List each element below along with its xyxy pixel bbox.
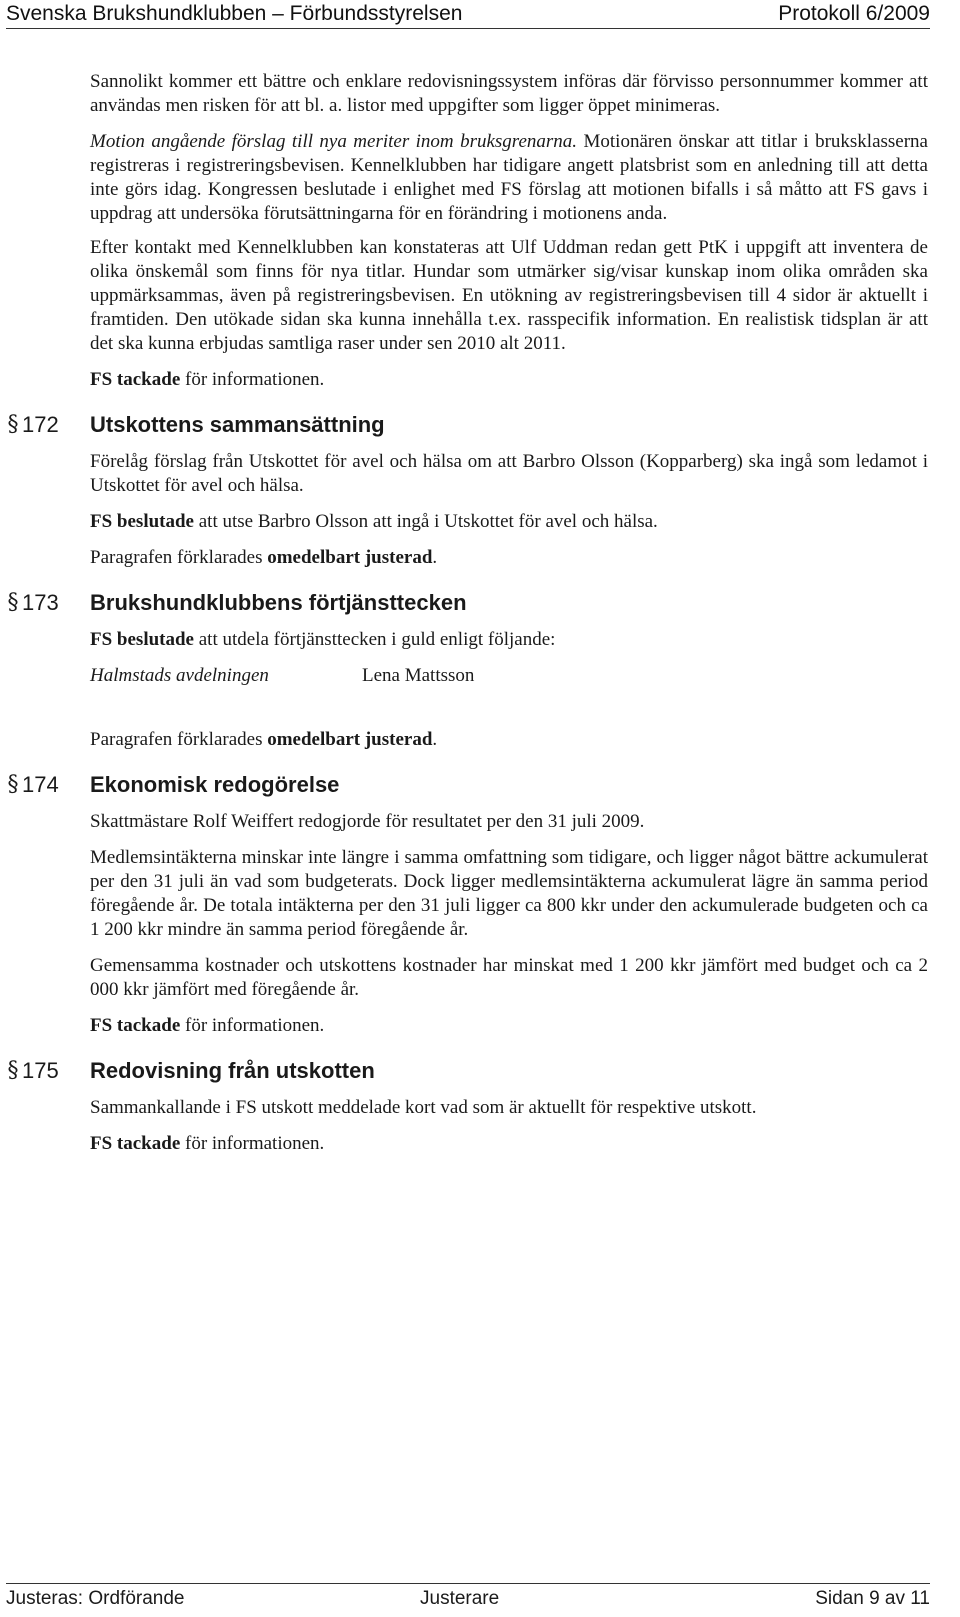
intro-paragraph-motion bbox=[90, 130, 928, 226]
section-sign: § bbox=[7, 412, 19, 437]
page-header bbox=[0, 0, 960, 28]
footer-page-number: Sidan 9 av 11 bbox=[815, 1588, 930, 1609]
note-text: Paragrafen förklarades bbox=[90, 547, 268, 568]
decision-label: FS tackade bbox=[90, 1015, 181, 1036]
section-adjusted-note bbox=[90, 546, 928, 570]
section-heading bbox=[7, 588, 928, 618]
section-decision bbox=[90, 510, 928, 534]
decision-label: FS beslutade bbox=[90, 629, 194, 650]
note-bold: omedelbart justerad bbox=[267, 729, 433, 750]
footer-adjuster-signature: Justerare bbox=[420, 1588, 500, 1609]
section-number: 172 bbox=[22, 412, 59, 437]
award-recipient: Lena Mattsson bbox=[362, 665, 475, 686]
note-punct: . bbox=[432, 729, 438, 750]
page-footer bbox=[0, 1583, 960, 1617]
section-decision bbox=[90, 1014, 928, 1038]
section-heading bbox=[7, 410, 928, 440]
section-172 bbox=[7, 410, 928, 570]
section-decision bbox=[90, 1132, 928, 1156]
intro-paragraph-kennel: Efter kontakt med Kennelklubben kan konstateras att Ulf Uddman redan gett PtK i uppgift att inventera de olika önskemål som finns för nya titlar. Hundar som utmärker sig/visar kunskap inom olika områden ska uppmärksammas, även på registreringsbevisen. En utökning av registreringsbevisen till 4 sidor är aktuellt i framtiden. Den utökade sidan ska kunna innehålla t.ex. rasspecifik information. En realistisk tidsplan är att det ska kunna erbjudas samtliga raser under sen 2010 alt 2011. bbox=[90, 237, 928, 354]
section-paragraph: Skattmästare Rolf Weiffert redogjorde för resultatet per den 31 juli 2009. bbox=[90, 811, 645, 832]
intro-decision bbox=[90, 368, 928, 392]
section-sign: § bbox=[7, 590, 19, 615]
section-paragraph: Sammankallande i FS utskott meddelade kort vad som är aktuellt för respektive utskott. bbox=[90, 1097, 757, 1118]
decision-label: FS tackade bbox=[90, 1133, 181, 1154]
section-174 bbox=[7, 770, 928, 1038]
section-adjusted-note bbox=[90, 728, 928, 752]
intro-paragraph-1: Sannolikt kommer ett bättre och enklare redovisningssystem införas där förvisso personnummer kommer att användas men risken för att bl. a. listor med uppgifter som ligger öppet minimeras. bbox=[90, 71, 928, 116]
section-number: 175 bbox=[22, 1058, 59, 1083]
header-protocol-number: Protokoll 6/2009 bbox=[778, 2, 930, 25]
decision-label: FS beslutade bbox=[90, 511, 194, 532]
section-number: 174 bbox=[22, 772, 59, 797]
footer-rule bbox=[6, 1583, 930, 1584]
section-paragraph: Gemensamma kostnader och utskottens kostnader har minskat med 1 200 kkr jämfört med budget och ca 2 000 kkr jämfört med föregående år. bbox=[90, 955, 928, 1000]
motion-text: Motionären önskar att titlar i bruksklasserna registreras i registreringsbevisen. Kennelklubben har tidigare angett platsbrist som en anledning till att detta inte görs idag. Kongressen beslutade i enlighet med FS förslag att motionen bifalls i så måtto att FS gavs i uppdrag att undersöka förutsättningarna för en förändring i motionens anda. bbox=[90, 131, 928, 224]
award-row bbox=[90, 664, 928, 688]
decision-text: för informationen. bbox=[180, 1015, 325, 1036]
award-organisation: Halmstads avdelningen bbox=[90, 665, 269, 686]
header-org-title: Svenska Brukshundklubben – Förbundsstyrelsen bbox=[6, 2, 463, 25]
decision-text: att utdela förtjänsttecken i guld enligt följande: bbox=[194, 629, 556, 650]
section-title: Utskottens sammansättning bbox=[90, 412, 385, 437]
decision-text: för informationen. bbox=[180, 369, 325, 390]
note-text: Paragrafen förklarades bbox=[90, 729, 268, 750]
document-body bbox=[7, 70, 928, 1168]
note-bold: omedelbart justerad bbox=[267, 547, 433, 568]
section-paragraph: Medlemsintäkterna minskar inte längre i samma omfattning som tidigare, och ligger något bättre ackumulerat per den 31 juli än vad som budgeterats. Dock ligger medlemsintäkterna ackumulerat lägre än samma period föregående år. De totala intäkterna per den 31 juli ligger ca 800 kkr under den ackumulerade budgeten och ca 1 200 kkr mindre än samma period föregående år. bbox=[90, 847, 928, 940]
section-175 bbox=[7, 1056, 928, 1156]
motion-title: Motion angående förslag till nya meriter inom bruksgrenarna. bbox=[90, 131, 578, 152]
section-title: Brukshundklubbens förtjänsttecken bbox=[90, 590, 467, 615]
section-decision bbox=[90, 628, 928, 652]
section-title: Redovisning från utskotten bbox=[90, 1058, 375, 1083]
section-heading bbox=[7, 770, 928, 800]
header-rule bbox=[6, 28, 930, 29]
section-title: Ekonomisk redogörelse bbox=[90, 772, 340, 797]
note-punct: . bbox=[432, 547, 438, 568]
decision-text: att utse Barbro Olsson att ingå i Utskottet för avel och hälsa. bbox=[194, 511, 658, 532]
section-173 bbox=[7, 588, 928, 752]
footer-chair-signature: Justeras: Ordförande bbox=[6, 1588, 185, 1609]
section-sign: § bbox=[7, 772, 19, 797]
decision-label: FS tackade bbox=[90, 369, 181, 390]
section-heading bbox=[7, 1056, 928, 1086]
decision-text: för informationen. bbox=[180, 1133, 325, 1154]
section-number: 173 bbox=[22, 590, 59, 615]
section-paragraph: Förelåg förslag från Utskottet för avel och hälsa om att Barbro Olsson (Kopparberg) ska ingå som ledamot i Utskottet för avel och hälsa. bbox=[90, 451, 928, 496]
section-sign: § bbox=[7, 1058, 19, 1083]
